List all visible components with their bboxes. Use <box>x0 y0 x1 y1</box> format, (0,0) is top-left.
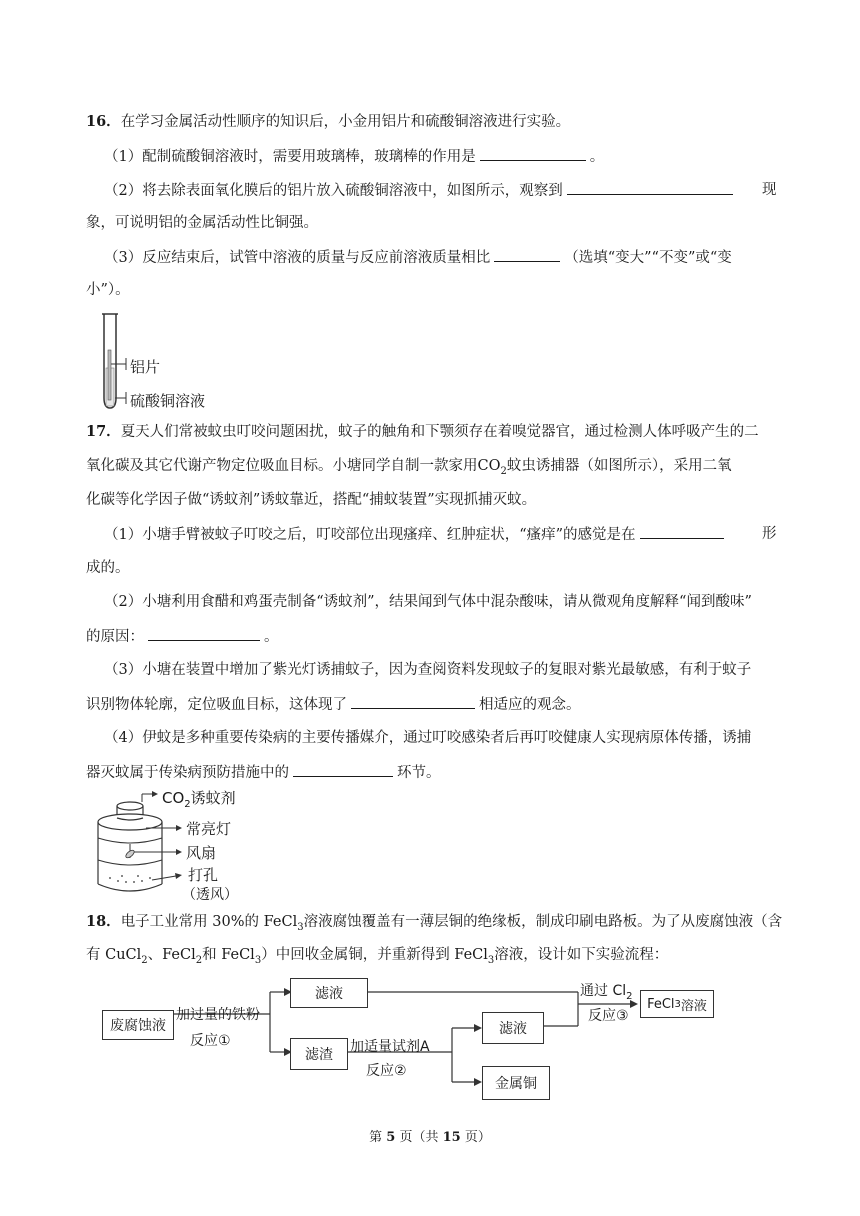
label-add-reagent-A: 加适量试剂A <box>350 1039 430 1055</box>
q18-stem2-sub1: 2 <box>141 954 148 966</box>
q16-part3-end: （选填“变大”“不变”或“变 <box>564 250 732 266</box>
q17-part3-end: 相适应的观念。 <box>479 697 581 713</box>
label-lamp: 常亮灯 <box>186 820 232 838</box>
label-reaction2: 反应② <box>366 1063 407 1079</box>
q17-blank-3[interactable] <box>351 694 475 709</box>
q17-part3-cont <box>86 694 581 715</box>
product-rest: 溶液 <box>680 998 707 1014</box>
q18-stem2d: ）中回收金属铜，并重新得到 FeCl <box>261 947 488 963</box>
q18-stem2-sub3: 3 <box>254 954 262 966</box>
q16-part2-end: 现 <box>762 182 777 198</box>
q17-co-sub: 2 <box>500 465 507 477</box>
q17-part3-cont-text: 识别物体轮廓，定位吸血目标，这体现了 <box>86 697 347 713</box>
footer-pre: 第 <box>369 1130 383 1145</box>
q18-stem1a: 电子工业常用 30%的 FeCl <box>120 914 298 930</box>
q17-part4-cont-text: 器灭蚊属于传染病预防措施中的 <box>86 765 289 781</box>
q17-blank-1[interactable] <box>640 524 724 539</box>
q17-number: 17． <box>86 423 121 440</box>
q17-blank-4[interactable] <box>293 762 393 777</box>
q18-stem2c: 和 FeCl <box>202 947 255 963</box>
q18-stem-line1 <box>86 912 782 938</box>
q16-blank-2[interactable] <box>567 180 733 195</box>
q17-stem-line1 <box>86 422 759 442</box>
q17-part1-end: 形 <box>762 526 777 542</box>
box-fecl3-solution <box>640 990 714 1018</box>
q16-blank-3[interactable] <box>494 247 560 262</box>
label-reaction3: 反应③ <box>588 1008 629 1024</box>
q17-part2-end: 。 <box>264 629 279 645</box>
box-filtrate-2: 滤液 <box>482 1012 544 1044</box>
box-filtrate-1: 滤液 <box>290 978 368 1008</box>
q18-stem1b: 溶液腐蚀覆盖有一薄层铜的绝缘板，制成印刷电路板。为了从废腐蚀液（含 <box>303 914 783 930</box>
label-add-iron: 加过量的铁粉 <box>176 1007 260 1023</box>
q16-stem-text: 在学习金属活动性顺序的知识后，小金用铝片和硫酸铜溶液进行实验。 <box>120 114 571 130</box>
q17-stem-line3: 化碳等化学因子做“诱蚊剂”诱蚊靠近，搭配“捕蚊装置”实现抓捕灭蚊。 <box>86 492 537 508</box>
label-pass-cl2 <box>580 980 633 1002</box>
q16-part3-text: （3）反应结束后，试管中溶液的质量与反应前溶液质量相比 <box>104 250 491 266</box>
q16-part2-text: （2）将去除表面氧化膜后的铝片放入硫酸铜溶液中，如图所示，观察到 <box>104 183 563 199</box>
footer-page-number: 5 <box>386 1130 396 1145</box>
label-aluminum-strip: 铝片 <box>130 358 161 376</box>
label-holes: 打孔 <box>188 866 219 884</box>
q17-stem2a: 氧化碳及其它代谢产物定位吸血目标。小塘同学自制一款家用 <box>86 458 478 474</box>
q16-part2-cont: 象，可说明铝的金属活动性比铜强。 <box>86 215 318 231</box>
q17-part1-cont: 成的。 <box>86 560 130 576</box>
footer-mid: 页（共 <box>399 1130 439 1145</box>
label-pass-cl2-text: 通过 Cl <box>580 983 627 999</box>
product-sub: 3 <box>674 998 681 1010</box>
q16-part3 <box>104 247 732 268</box>
q16-part2 <box>104 180 737 201</box>
label-co2-rest: 诱蚊剂 <box>190 789 236 807</box>
q18-stem2b: 、FeCl <box>147 947 196 963</box>
q17-blank-2[interactable] <box>148 626 260 641</box>
label-cl2-sub: 2 <box>626 990 633 1002</box>
box-copper: 金属铜 <box>482 1066 550 1100</box>
q16-part1 <box>104 146 604 167</box>
label-co2: CO <box>162 789 185 807</box>
page-footer <box>0 1126 860 1145</box>
q17-stem-line2 <box>86 456 732 482</box>
q17-stem2b: 蚊虫诱捕器（如图所示），采用二氧 <box>506 458 732 474</box>
label-reaction1: 反应① <box>190 1033 231 1049</box>
label-fan: 风扇 <box>186 844 217 862</box>
q17-part1 <box>104 524 728 545</box>
q16-part1-text: （1）配制硫酸铜溶液时，需要用玻璃棒，玻璃棒的作用是 <box>104 149 476 165</box>
q17-part4-cont <box>86 762 441 783</box>
box-waste-liquid: 废腐蚀液 <box>102 1010 174 1040</box>
q18-number: 18． <box>86 913 121 930</box>
q16-part3-cont: 小”）。 <box>86 282 130 298</box>
q16-number: 16． <box>86 113 121 130</box>
q18-stem2-sub2: 2 <box>195 954 203 966</box>
q18-stem2-sub4: 3 <box>487 954 495 966</box>
q17-part3: （3）小塘在装置中增加了紫光灯诱捕蚊子，因为查阅资料发现蚊子的复眼对紫光最敏感，有利于蚊子 <box>104 662 752 678</box>
label-copper-sulfate: 硫酸铜溶液 <box>130 392 206 410</box>
footer-post: 页） <box>464 1130 491 1145</box>
q17-part4-end: 环节。 <box>397 765 441 781</box>
label-co2-sub: 2 <box>184 799 191 810</box>
q16-blank-1[interactable] <box>480 146 586 161</box>
q17-part2: （2）小塘利用食醋和鸡蛋壳制备“诱蚊剂”，结果闻到气体中混杂酸味，请从微观角度解释“闻到酸味” <box>104 594 752 610</box>
label-ventilation: （透风） <box>182 887 238 903</box>
q17-part2-cont-text: 的原因： <box>86 629 144 645</box>
q17-part1-text: （1）小塘手臂被蚊子叮咬之后，叮咬部位出现瘙痒、红肿症状，“瘙痒”的感觉是在 <box>104 527 636 543</box>
product-fecl: FeCl <box>647 996 675 1012</box>
q17-part4: （4）伊蚊是多种重要传染病的主要传播媒介，通过叮咬感染者后再叮咬健康人实现病原体传播，诱捕 <box>104 730 752 746</box>
q17-stem1: 夏天人们常被蚊虫叮咬问题困扰，蚊子的触角和下颚须存在着嗅觉器官，通过检测人体呼吸产生的二 <box>120 424 759 440</box>
q17-co: CO <box>477 458 501 474</box>
q18-stem2e: 溶液，设计如下实验流程： <box>494 947 669 963</box>
q18-stem2a: 有 CuCl <box>86 947 142 963</box>
q18-stem1-sub: 3 <box>297 921 304 933</box>
q16-part1-end: 。 <box>589 149 605 165</box>
q17-part2-cont <box>86 626 279 647</box>
q18-stem-line2 <box>86 945 668 971</box>
label-co2-attractant <box>162 787 236 810</box>
q16-stem <box>86 112 570 132</box>
footer-total-pages: 15 <box>442 1130 461 1145</box>
box-residue: 滤渣 <box>290 1038 348 1070</box>
